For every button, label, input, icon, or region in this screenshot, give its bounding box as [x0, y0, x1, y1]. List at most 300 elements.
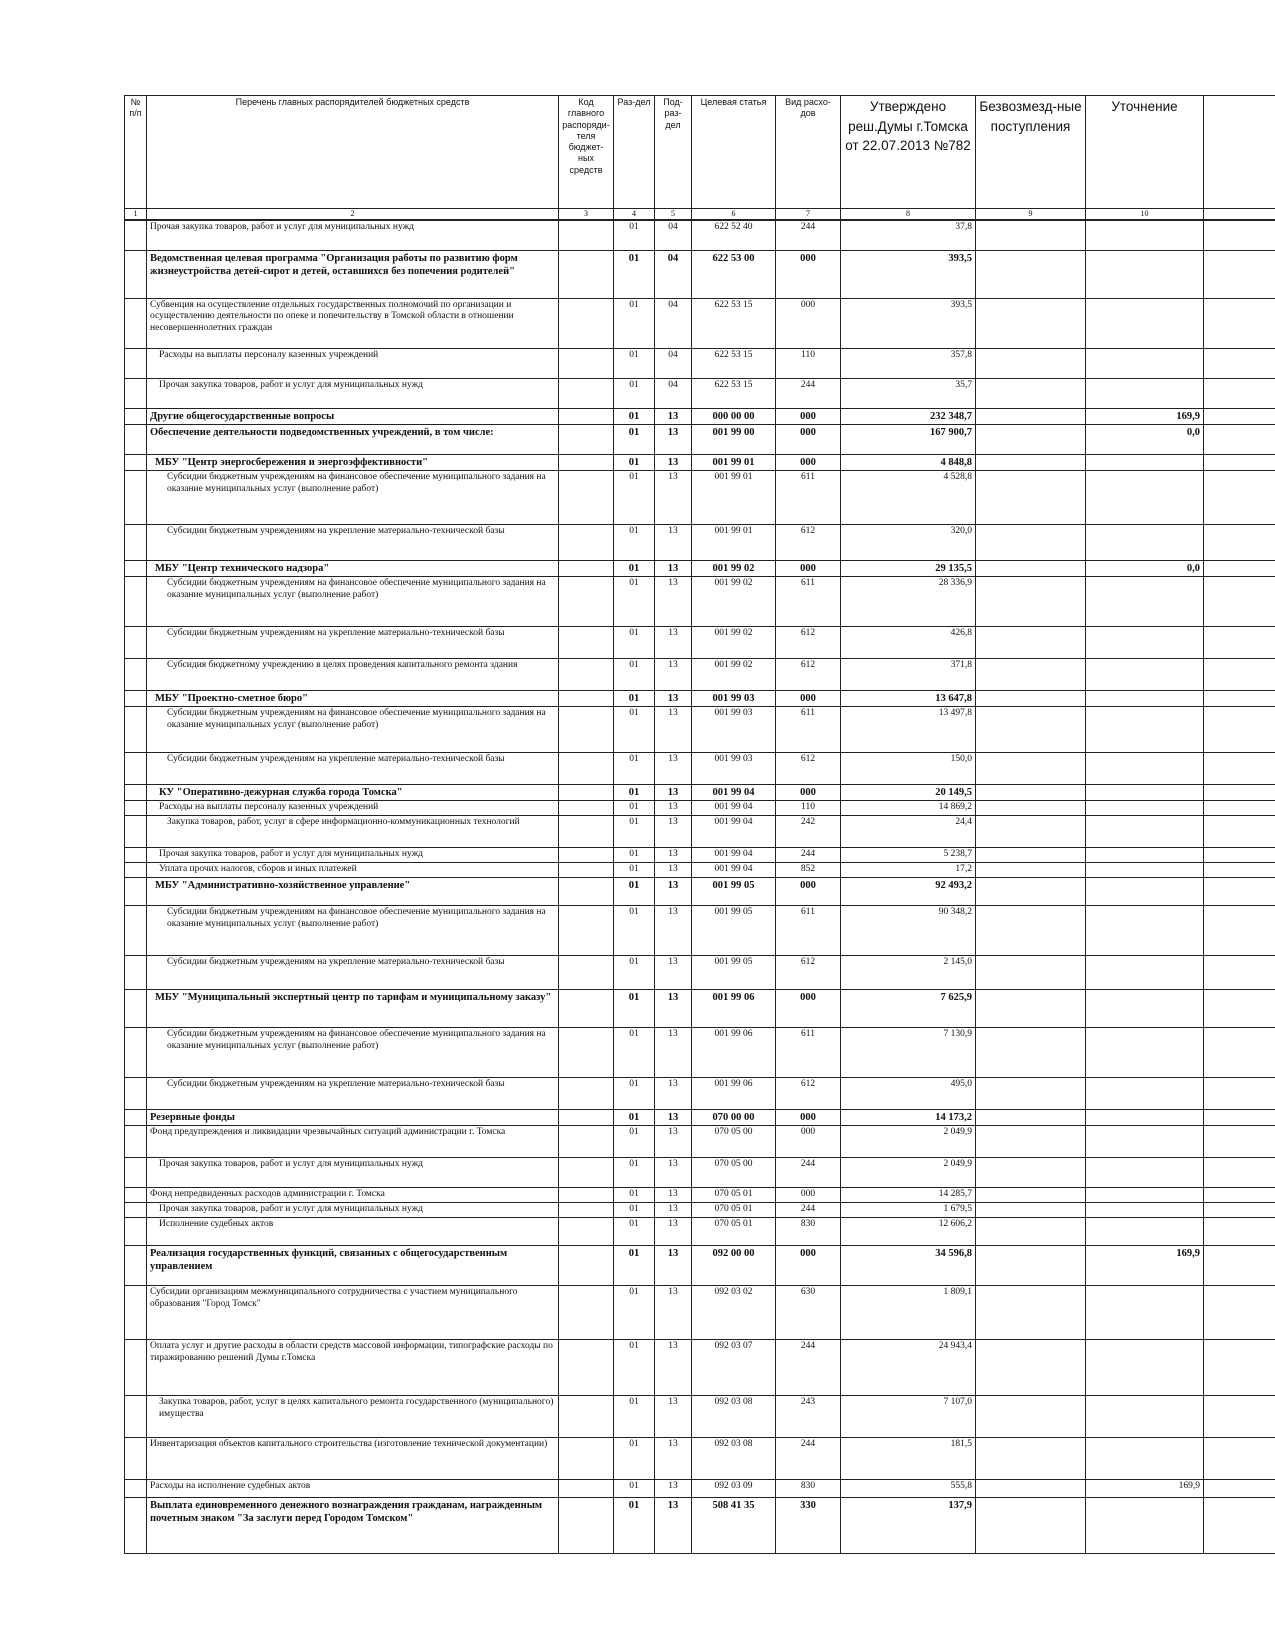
header-section: Раз-дел: [614, 96, 655, 209]
table-row: [125, 989, 1275, 1027]
cell-section: 01: [614, 1202, 655, 1217]
cell-subsection: 13: [655, 408, 692, 424]
colnum-2: 2: [147, 209, 559, 221]
cell-cut: [1204, 1202, 1275, 1217]
cell-code: [559, 955, 614, 989]
cell-expense-type: 000: [776, 785, 841, 801]
table-row: [125, 1157, 1275, 1187]
cell-subsection: 13: [655, 690, 692, 706]
cell-free-receipts: [976, 801, 1086, 816]
table-row: [125, 955, 1275, 989]
cell-expense-type: 612: [776, 955, 841, 989]
cell-clarification: 0,0: [1086, 560, 1204, 576]
cell-clarification: [1086, 955, 1204, 989]
table-row: [125, 454, 1275, 470]
table-row: [125, 220, 1275, 250]
cell-code: [559, 905, 614, 955]
colnum-8: 8: [841, 209, 976, 221]
cell-num: [125, 470, 147, 524]
cell-name: Субсидии бюджетным учреждениям на финансовое обеспечение муниципального задания на оказание муниципальных услуг (выполнение работ): [147, 470, 559, 524]
cell-num: [125, 801, 147, 816]
cell-subsection: 13: [655, 424, 692, 454]
cell-name: МБУ "Муниципальный экспертный центр по тарифам и муниципальному заказу": [147, 989, 559, 1027]
cell-num: [125, 707, 147, 753]
cell-code: [559, 626, 614, 658]
cell-target-article: 001 99 05: [692, 905, 776, 955]
cell-code: [559, 1217, 614, 1245]
cell-free-receipts: [976, 1217, 1086, 1245]
cell-cut: [1204, 1187, 1275, 1202]
cell-code: [559, 1497, 614, 1553]
cell-target-article: 001 99 02: [692, 626, 776, 658]
cell-code: [559, 816, 614, 848]
cell-cut: [1204, 1479, 1275, 1497]
cell-subsection: 13: [655, 1077, 692, 1109]
cell-section: 01: [614, 1285, 655, 1339]
cell-free-receipts: [976, 989, 1086, 1027]
cell-name: Субсидии организациям межмуниципального сотрудничества с участием муниципального образования "Город Томск": [147, 1285, 559, 1339]
cell-section: 01: [614, 524, 655, 560]
cell-name: Субсидии бюджетным учреждениям на финансовое обеспечение муниципального задания на оказание муниципальных услуг (выполнение работ): [147, 576, 559, 626]
cell-cut: [1204, 298, 1275, 348]
cell-approved: 12 606,2: [841, 1217, 976, 1245]
cell-free-receipts: [976, 690, 1086, 706]
table-row: [125, 348, 1275, 378]
cell-cut: [1204, 250, 1275, 298]
cell-target-article: 092 03 08: [692, 1437, 776, 1479]
cell-expense-type: 242: [776, 816, 841, 848]
cell-subsection: 13: [655, 658, 692, 690]
table-row: [125, 877, 1275, 905]
cell-code: [559, 378, 614, 408]
cell-clarification: [1086, 1187, 1204, 1202]
cell-subsection: 04: [655, 220, 692, 250]
cell-num: [125, 454, 147, 470]
cell-subsection: 13: [655, 1202, 692, 1217]
cell-code: [559, 862, 614, 877]
cell-subsection: 13: [655, 801, 692, 816]
table-row: [125, 816, 1275, 848]
table-row: [125, 848, 1275, 863]
cell-approved: 1 809,1: [841, 1285, 976, 1339]
cell-cut: [1204, 1077, 1275, 1109]
cell-target-article: 001 99 03: [692, 690, 776, 706]
cell-cut: [1204, 424, 1275, 454]
cell-num: [125, 298, 147, 348]
cell-approved: 555,8: [841, 1479, 976, 1497]
cell-cut: [1204, 348, 1275, 378]
cell-clarification: [1086, 785, 1204, 801]
cell-free-receipts: [976, 1157, 1086, 1187]
cell-num: [125, 989, 147, 1027]
cell-approved: 7 625,9: [841, 989, 976, 1027]
cell-section: 01: [614, 801, 655, 816]
cell-code: [559, 801, 614, 816]
cell-clarification: [1086, 524, 1204, 560]
cell-expense-type: 000: [776, 454, 841, 470]
cell-num: [125, 1109, 147, 1125]
cell-target-article: 001 99 04: [692, 848, 776, 863]
cell-clarification: [1086, 1077, 1204, 1109]
cell-target-article: 070 05 00: [692, 1157, 776, 1187]
cell-free-receipts: [976, 862, 1086, 877]
cell-clarification: [1086, 298, 1204, 348]
colnum-6: 6: [692, 209, 776, 221]
cell-subsection: 04: [655, 250, 692, 298]
cell-expense-type: 244: [776, 378, 841, 408]
cell-cut: [1204, 524, 1275, 560]
cell-target-article: 001 99 01: [692, 454, 776, 470]
header-clarification: Уточнение: [1086, 96, 1204, 209]
cell-num: [125, 1187, 147, 1202]
table-row: [125, 560, 1275, 576]
cell-section: 01: [614, 848, 655, 863]
cell-section: 01: [614, 1157, 655, 1187]
cell-free-receipts: [976, 1497, 1086, 1553]
cell-num: [125, 250, 147, 298]
cell-expense-type: 000: [776, 424, 841, 454]
cell-cut: [1204, 1109, 1275, 1125]
cell-name: Прочая закупка товаров, работ и услуг для муниципальных нужд: [147, 848, 559, 863]
cell-approved: 320,0: [841, 524, 976, 560]
cell-expense-type: 000: [776, 560, 841, 576]
cell-free-receipts: [976, 1187, 1086, 1202]
cell-code: [559, 1077, 614, 1109]
cell-cut: [1204, 1437, 1275, 1479]
cell-num: [125, 1339, 147, 1395]
cell-clarification: [1086, 250, 1204, 298]
cell-expense-type: 612: [776, 524, 841, 560]
cell-clarification: [1086, 1395, 1204, 1437]
cell-approved: 5 238,7: [841, 848, 976, 863]
cell-num: [125, 348, 147, 378]
cell-free-receipts: [976, 626, 1086, 658]
cell-free-receipts: [976, 955, 1086, 989]
cell-free-receipts: [976, 905, 1086, 955]
cell-section: 01: [614, 905, 655, 955]
cell-clarification: [1086, 1339, 1204, 1395]
table-row: [125, 1202, 1275, 1217]
cell-num: [125, 877, 147, 905]
cell-approved: 7 107,0: [841, 1395, 976, 1437]
cell-target-article: 070 05 01: [692, 1187, 776, 1202]
table-row: [125, 801, 1275, 816]
cell-subsection: 13: [655, 470, 692, 524]
cell-approved: 4 848,8: [841, 454, 976, 470]
cell-section: 01: [614, 626, 655, 658]
cell-target-article: 001 99 04: [692, 862, 776, 877]
cell-cut: [1204, 848, 1275, 863]
cell-code: [559, 1125, 614, 1157]
cell-section: 01: [614, 1125, 655, 1157]
cell-num: [125, 408, 147, 424]
colnum-7: 7: [776, 209, 841, 221]
cell-num: [125, 1125, 147, 1157]
cell-code: [559, 250, 614, 298]
cell-clarification: 169,9: [1086, 408, 1204, 424]
cell-cut: [1204, 753, 1275, 785]
cell-code: [559, 785, 614, 801]
cell-approved: 167 900,7: [841, 424, 976, 454]
cell-name: Фонд непредвиденных расходов администрации г. Томска: [147, 1187, 559, 1202]
cell-target-article: 001 99 06: [692, 1077, 776, 1109]
cell-name: МБУ "Центр технического надзора": [147, 560, 559, 576]
cell-subsection: 13: [655, 1245, 692, 1285]
cell-name: Фонд предупреждения и ликвидации чрезвычайных ситуаций администрации г. Томска: [147, 1125, 559, 1157]
cell-target-article: 092 00 00: [692, 1245, 776, 1285]
cell-clarification: [1086, 989, 1204, 1027]
cell-name: МБУ "Проектно-сметное бюро": [147, 690, 559, 706]
cell-clarification: 169,9: [1086, 1245, 1204, 1285]
cell-subsection: 13: [655, 753, 692, 785]
table-row: [125, 1437, 1275, 1479]
cell-cut: [1204, 877, 1275, 905]
cell-cut: [1204, 658, 1275, 690]
cell-code: [559, 220, 614, 250]
cell-approved: 1 679,5: [841, 1202, 976, 1217]
cell-target-article: 000 00 00: [692, 408, 776, 424]
cell-section: 01: [614, 470, 655, 524]
cell-section: 01: [614, 690, 655, 706]
cell-num: [125, 848, 147, 863]
cell-target-article: 001 99 00: [692, 424, 776, 454]
cell-target-article: 092 03 08: [692, 1395, 776, 1437]
cell-cut: [1204, 690, 1275, 706]
cell-expense-type: 612: [776, 626, 841, 658]
cell-free-receipts: [976, 753, 1086, 785]
cell-code: [559, 848, 614, 863]
colnum-cut: [1204, 209, 1275, 221]
cell-subsection: 13: [655, 1497, 692, 1553]
cell-expense-type: 244: [776, 220, 841, 250]
cell-target-article: 622 53 00: [692, 250, 776, 298]
cell-target-article: 001 99 05: [692, 877, 776, 905]
cell-approved: 14 285,7: [841, 1187, 976, 1202]
cell-cut: [1204, 1245, 1275, 1285]
cell-name: Оплата услуг и другие расходы в области средств массовой информации, типографские расходы по тиражированию решений Думы г.Томска: [147, 1339, 559, 1395]
cell-section: 01: [614, 1027, 655, 1077]
cell-subsection: 04: [655, 348, 692, 378]
cell-num: [125, 220, 147, 250]
cell-num: [125, 1285, 147, 1339]
cell-code: [559, 424, 614, 454]
cell-section: 01: [614, 955, 655, 989]
cell-approved: 393,5: [841, 298, 976, 348]
table-row: [125, 1245, 1275, 1285]
cell-expense-type: 830: [776, 1217, 841, 1245]
header-name: Перечень главных распорядителей бюджетных средств: [147, 96, 559, 209]
cell-name: Исполнение судебных актов: [147, 1217, 559, 1245]
cell-approved: 426,8: [841, 626, 976, 658]
cell-target-article: 092 03 09: [692, 1479, 776, 1497]
cell-num: [125, 1027, 147, 1077]
cell-approved: 137,9: [841, 1497, 976, 1553]
cell-name: Расходы на исполнение судебных актов: [147, 1479, 559, 1497]
cell-approved: 20 149,5: [841, 785, 976, 801]
cell-clarification: [1086, 220, 1204, 250]
cell-cut: [1204, 816, 1275, 848]
cell-code: [559, 1187, 614, 1202]
cell-clarification: [1086, 348, 1204, 378]
table-row: [125, 1217, 1275, 1245]
cell-num: [125, 658, 147, 690]
cell-target-article: 622 53 15: [692, 378, 776, 408]
cell-name: Инвентаризация объектов капитального строительства (изготовление технической документации): [147, 1437, 559, 1479]
table-row: [125, 1497, 1275, 1553]
cell-target-article: 622 53 15: [692, 348, 776, 378]
cell-free-receipts: [976, 524, 1086, 560]
cell-name: Субсидии бюджетным учреждениям на укрепление материально-технической базы: [147, 1077, 559, 1109]
cell-expense-type: 611: [776, 576, 841, 626]
cell-cut: [1204, 801, 1275, 816]
budget-table-sheet: [124, 95, 1275, 1554]
cell-cut: [1204, 626, 1275, 658]
cell-section: 01: [614, 1395, 655, 1437]
cell-clarification: [1086, 1202, 1204, 1217]
cell-expense-type: 000: [776, 1125, 841, 1157]
cell-subsection: 04: [655, 298, 692, 348]
cell-num: [125, 1479, 147, 1497]
cell-num: [125, 1437, 147, 1479]
cell-num: [125, 560, 147, 576]
cell-expense-type: 830: [776, 1479, 841, 1497]
colnum-5: 5: [655, 209, 692, 221]
cell-section: 01: [614, 250, 655, 298]
table-row: [125, 424, 1275, 454]
table-row: [125, 1125, 1275, 1157]
cell-subsection: 13: [655, 626, 692, 658]
cell-approved: 14 869,2: [841, 801, 976, 816]
cell-subsection: 13: [655, 816, 692, 848]
cell-section: 01: [614, 408, 655, 424]
cell-subsection: 13: [655, 989, 692, 1027]
cell-cut: [1204, 378, 1275, 408]
cell-approved: 28 336,9: [841, 576, 976, 626]
cell-section: 01: [614, 1187, 655, 1202]
cell-free-receipts: [976, 576, 1086, 626]
cell-expense-type: 000: [776, 1245, 841, 1285]
cell-approved: 371,8: [841, 658, 976, 690]
cell-free-receipts: [976, 1339, 1086, 1395]
cell-expense-type: 611: [776, 707, 841, 753]
cell-section: 01: [614, 348, 655, 378]
cell-free-receipts: [976, 1027, 1086, 1077]
cell-section: 01: [614, 1479, 655, 1497]
cell-num: [125, 955, 147, 989]
cell-name: Прочая закупка товаров, работ и услуг для муниципальных нужд: [147, 1202, 559, 1217]
cell-code: [559, 408, 614, 424]
cell-clarification: [1086, 1027, 1204, 1077]
table-row: [125, 905, 1275, 955]
cell-cut: [1204, 905, 1275, 955]
cell-free-receipts: [976, 470, 1086, 524]
table-row: [125, 690, 1275, 706]
cell-num: [125, 690, 147, 706]
cell-num: [125, 753, 147, 785]
cell-expense-type: 612: [776, 753, 841, 785]
cell-section: 01: [614, 989, 655, 1027]
cell-target-article: 001 99 01: [692, 470, 776, 524]
cell-target-article: 001 99 04: [692, 801, 776, 816]
header-code: Код главного распоряди-теля бюджет-ных средств: [559, 96, 614, 209]
cell-name: Другие общегосударственные вопросы: [147, 408, 559, 424]
cell-expense-type: 611: [776, 1027, 841, 1077]
cell-expense-type: 611: [776, 905, 841, 955]
cell-num: [125, 1202, 147, 1217]
cell-subsection: 13: [655, 1125, 692, 1157]
cell-subsection: 13: [655, 1479, 692, 1497]
cell-clarification: [1086, 626, 1204, 658]
cell-section: 01: [614, 877, 655, 905]
table-row: [125, 378, 1275, 408]
cell-free-receipts: [976, 1077, 1086, 1109]
cell-code: [559, 470, 614, 524]
cell-approved: 14 173,2: [841, 1109, 976, 1125]
cell-target-article: 001 99 04: [692, 785, 776, 801]
cell-name: Субсидия бюджетному учреждению в целях проведения капитального ремонта здания: [147, 658, 559, 690]
cell-section: 01: [614, 658, 655, 690]
cell-free-receipts: [976, 1109, 1086, 1125]
cell-approved: 24,4: [841, 816, 976, 848]
table-body: [125, 220, 1275, 1553]
cell-num: [125, 816, 147, 848]
cell-free-receipts: [976, 250, 1086, 298]
cell-name: Субсидии бюджетным учреждениям на финансовое обеспечение муниципального задания на оказание муниципальных услуг (выполнение работ): [147, 707, 559, 753]
cell-cut: [1204, 955, 1275, 989]
cell-free-receipts: [976, 1479, 1086, 1497]
cell-approved: 90 348,2: [841, 905, 976, 955]
cell-target-article: 092 03 07: [692, 1339, 776, 1395]
cell-cut: [1204, 1157, 1275, 1187]
cell-code: [559, 1027, 614, 1077]
cell-cut: [1204, 1395, 1275, 1437]
cell-subsection: 13: [655, 877, 692, 905]
cell-clarification: [1086, 877, 1204, 905]
cell-num: [125, 1497, 147, 1553]
cell-clarification: [1086, 801, 1204, 816]
cell-expense-type: 000: [776, 690, 841, 706]
cell-section: 01: [614, 424, 655, 454]
cell-section: 01: [614, 1339, 655, 1395]
cell-subsection: 13: [655, 848, 692, 863]
cell-cut: [1204, 560, 1275, 576]
cell-clarification: [1086, 378, 1204, 408]
cell-approved: 181,5: [841, 1437, 976, 1479]
cell-target-article: 622 53 15: [692, 298, 776, 348]
cell-expense-type: 612: [776, 658, 841, 690]
column-number-row: [125, 209, 1275, 221]
cell-section: 01: [614, 707, 655, 753]
cell-approved: 2 049,9: [841, 1157, 976, 1187]
cell-cut: [1204, 1027, 1275, 1077]
cell-target-article: 070 00 00: [692, 1109, 776, 1125]
cell-name: Субвенция на осуществление отдельных государственных полномочий по организации и осуществлению деятельности по опеке и попечительству в Томской области в отношении несовершеннолетних граждан: [147, 298, 559, 348]
cell-target-article: 001 99 04: [692, 816, 776, 848]
cell-expense-type: 244: [776, 848, 841, 863]
cell-expense-type: 611: [776, 470, 841, 524]
cell-free-receipts: [976, 1395, 1086, 1437]
cell-subsection: 13: [655, 1395, 692, 1437]
cell-section: 01: [614, 1245, 655, 1285]
cell-name: Обеспечение деятельности подведомственных учреждений, в том числе:: [147, 424, 559, 454]
cell-section: 01: [614, 298, 655, 348]
cell-free-receipts: [976, 1202, 1086, 1217]
cell-subsection: 04: [655, 378, 692, 408]
cell-clarification: [1086, 1157, 1204, 1187]
cell-expense-type: 000: [776, 1109, 841, 1125]
cell-name: Субсидии бюджетным учреждениям на укрепление материально-технической базы: [147, 955, 559, 989]
cell-clarification: [1086, 1217, 1204, 1245]
